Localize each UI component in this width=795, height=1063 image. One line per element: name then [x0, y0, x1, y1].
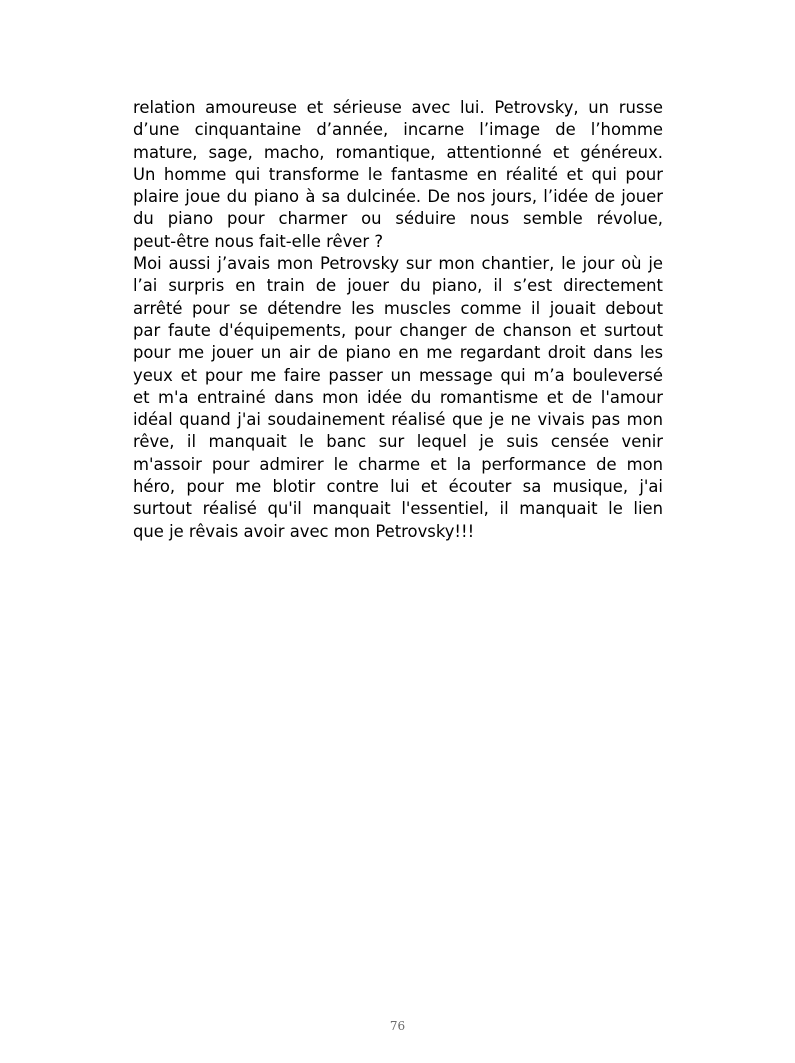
text-line: Moi aussi j’avais mon Petrovsky sur mon chantier, le jour où je: [133, 254, 663, 274]
text-line: l’ai surpris en train de jouer du piano, il s’est directement: [133, 276, 663, 296]
text-line: rêve, il manquait le banc sur lequel je suis censée venir: [133, 432, 663, 452]
text-line: du piano pour charmer ou séduire nous semble révolue,: [133, 209, 663, 229]
text-line: idéal quand j'ai soudainement réalisé que je ne vivais pas mon: [133, 410, 663, 430]
text-line: héro, pour me blotir contre lui et écouter sa musique, j'ai: [133, 477, 663, 497]
body-text: [133, 97, 663, 543]
text-line: yeux et pour me faire passer un message qui m’a bouleversé: [133, 365, 663, 385]
text-line: relation amoureuse et sérieuse avec lui. Petrovsky, un russe: [133, 98, 663, 117]
text-line: surtout réalisé qu'il manquait l'essentiel, il manquait le lien: [133, 499, 663, 519]
text-line: que je rêvais avoir avec mon Petrovsky!!!: [133, 521, 475, 541]
text-line: par faute d'équipements, pour changer de chanson et surtout: [133, 320, 663, 340]
page-number: 76: [389, 1019, 406, 1033]
text-line: d’une cinquantaine d’année, incarne l’image de l’homme: [133, 120, 663, 140]
text-line: arrêté pour se détendre les muscles comme il jouait debout: [133, 298, 663, 318]
text-line: plaire joue du piano à sa dulcinée. De nos jours, l’idée de jouer: [133, 187, 663, 207]
text-line: Un homme qui transforme le fantasme en réalité et qui pour: [133, 164, 663, 184]
text-line: pour me jouer un air de piano en me regardant droit dans les: [133, 343, 663, 363]
text-line: mature, sage, macho, romantique, attentionné et généreux.: [133, 142, 663, 162]
text-line: m'assoir pour admirer le charme et la performance de mon: [133, 454, 663, 474]
text-line: et m'a entrainé dans mon idée du romantisme et de l'amour: [133, 387, 663, 407]
text-line: peut-être nous fait-elle rêver ?: [133, 231, 384, 251]
